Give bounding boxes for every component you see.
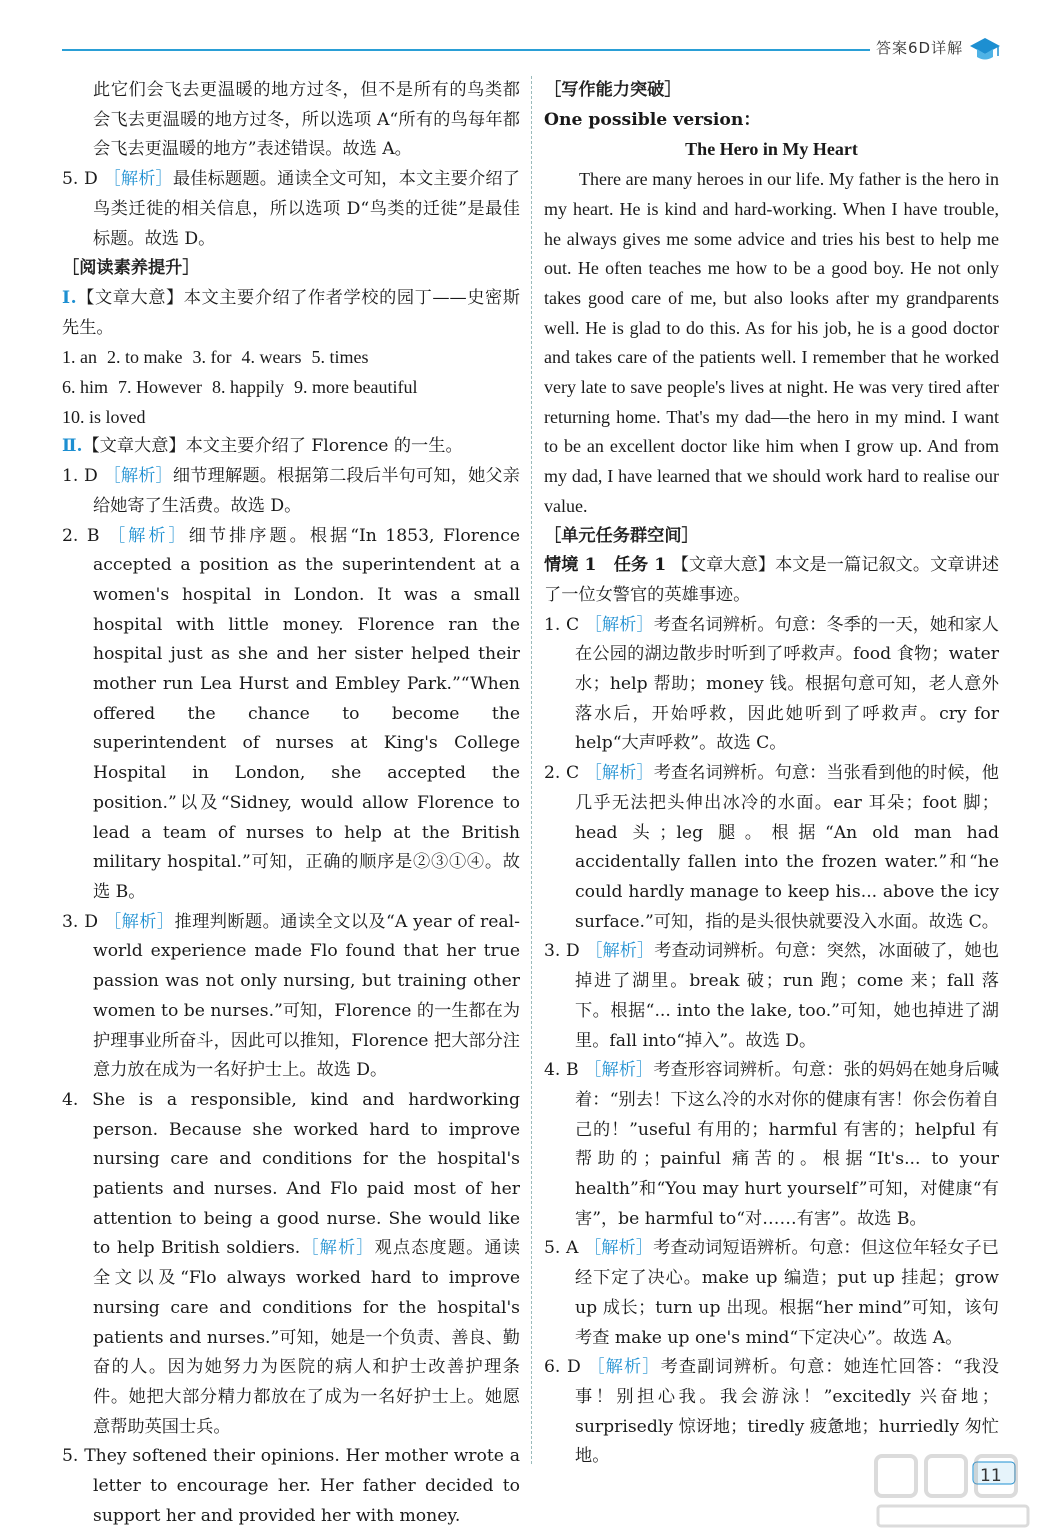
question-1 (62, 462, 520, 521)
answer-item: 4. wears (241, 347, 302, 368)
column-divider (531, 76, 532, 1464)
answer-number: 4. (62, 1089, 79, 1110)
section-heading-tasks: ［单元任务群空间］ (544, 525, 699, 546)
task-item-2 (544, 759, 999, 937)
answer-number: 2. C (544, 763, 580, 784)
essay-body: There are many heroes in our life. My father is the hero in my heart. He is kind and hard-working. When I have trouble, he always gives me some advice and tries his best to help me out. He often teaches me how to be a good boy. He not only takes good care of me, but also looks after my grandparents well. He is glad to do this. As for his job, he is a good doctor and takes care of the patients well. I remember that he worked very late to save people's lives at night. He was very tired after returning home. That's my dad—the hero in my mind. I want to be an excellent doctor like him when I grow up. And from my dad, I have learned that we should work hard to realise our value. (544, 169, 999, 516)
header-label: 答案6D详解 (876, 39, 964, 57)
answer-number: 1. C (544, 614, 580, 635)
answer-number: 4. B (544, 1060, 579, 1081)
answer-number: 1. D (62, 466, 98, 487)
task-summary-text: 【文章大意】本文是一篇记叙文。文章讲述了一位女警官的英雄事迹。 (544, 555, 1000, 605)
analysis-text: 考查名词辨析。句意：当张看到他的时候，他几乎无法把头伸出冰冷的水面。ear 耳朵；foot 脚；head 头；leg 腿。根据“An old man had accidentally fallen into the frozen water.”和“he could hardly manage to keep his... above the icy surface.”可知，指的是头很快就要没入水面。故选 C。 (575, 763, 999, 932)
answer-number: 3. D (544, 941, 580, 962)
analysis-tag: ［解析］ (300, 1238, 375, 1259)
task-item-3 (544, 937, 999, 1056)
analysis-tag: ［解析］ (584, 614, 654, 635)
analysis-tag: ［解析］ (585, 941, 655, 962)
section-heading-writing: ［写作能力突破］ (544, 80, 682, 100)
answer-row (62, 343, 520, 373)
answer-row (62, 373, 520, 403)
analysis-tag: ［解析］ (107, 525, 189, 546)
answer-text: They softened their opinions. Her mother wrote a letter to encourage her. Her father decided to support her and provided her with money. (84, 1446, 520, 1526)
analysis-text: 最佳标题题。通读全文可知，本文主要介绍了鸟类迁徙的相关信息，所以选项 D“鸟类的迁徙”是最佳标题。故选 D。 (93, 169, 520, 249)
answer-item: 10. is loved (62, 406, 146, 427)
analysis-tag: ［解析］ (584, 763, 654, 784)
answer-number: 3. D (62, 911, 99, 932)
analysis-text: 考查动词辨析。句意：突然，冰面破了，她也掉进了湖里。break 破；run 跑；come 来；fall 落下。根据“... into the lake, too.”可知，她也掉进了湖里。fall into“掉入”。故选 D。 (575, 941, 999, 1051)
task-item-5 (544, 1234, 999, 1353)
analysis-text: 考查副词辨析。句意：她连忙回答：“我没事！别担心我。我会游泳！”excitedly 兴奋地；surprisedly 惊讶地；tiredly 疲惫地；hurriedly 匆忙地。 (575, 1357, 999, 1467)
task-item-4 (544, 1056, 999, 1234)
analysis-tag: ［解析］ (584, 1060, 654, 1081)
analysis-tag: ［解析］ (583, 1238, 654, 1259)
page-number: 11 (980, 1466, 1002, 1486)
section-heading-reading: ［阅读素养提升］ (62, 258, 200, 279)
essay-title: The Hero in My Heart (685, 139, 858, 160)
analysis-text: 推理判断题。通读全文以及“A year of real-world experience made Flo found that her true passion was not only nursing, but training other women to be nurses.”可知，Florence 的一生都在为护理事业所奋斗，因此可以推知，Florence 把大部分注意力放在成为一名好护士上。故选 D。 (93, 911, 521, 1081)
right-column (544, 76, 999, 1472)
answer-item: 3. for (192, 347, 232, 368)
analysis-tag: ［解析］ (104, 911, 175, 932)
answer-item: 8. happily (212, 377, 284, 398)
graduation-cap-icon (968, 34, 1002, 64)
answer-number: 5. D (62, 169, 98, 190)
header-rule (62, 49, 870, 51)
answer-item: 1. an (62, 347, 97, 368)
analysis-text: 考查动词短语辨析。句意：但这位年轻女子已经下定了决心。make up 编造；put up 挂起；grow up 成长；turn up 出现。根据“her mind”可知，该句考查 make up one's mind“下定决心”。故选 A。 (575, 1238, 999, 1348)
version-label: One possible version： (544, 109, 761, 130)
roman-numeral-I: Ⅰ. (62, 287, 77, 308)
analysis-tag: ［解析］ (103, 466, 173, 487)
answer-number: 5. A (544, 1238, 579, 1259)
left-column (62, 76, 520, 1531)
question-3 (62, 908, 520, 1086)
answer-text: She is a responsible, kind and hardworking person. Because she worked hard to improve nursing care and conditions for the hospital's patients and nurses. And Flo paid most of her attention to being a good nurse. She would like to help British soldiers. (92, 1089, 520, 1259)
answer-item: 6. him (62, 377, 109, 398)
answer-item: 2. to make (107, 347, 183, 368)
passage-I-summary (62, 284, 520, 343)
analysis-text: 观点态度题。通读全文以及“Flo always worked hard to improve nursing care and conditions for the hospital's patients and nurses.”可知，她是一个负责、善良、勤奋的人。因为她努力为医院的病人和护士改善护理条件。她把大部分精力都放在了成为一名好护士上。她愿意帮助英国士兵。 (93, 1238, 520, 1437)
answer-item: 5. times (311, 347, 369, 368)
question-2 (62, 522, 520, 908)
answer-item: 9. more beautiful (294, 377, 418, 398)
answer-number: 6. D (544, 1357, 581, 1378)
roman-numeral-II: Ⅱ. (62, 436, 83, 457)
answer-row (62, 403, 520, 433)
analysis-tag: ［解析］ (587, 1357, 661, 1378)
question-5 (62, 165, 520, 254)
watermark-logo-icon (868, 1448, 1043, 1533)
task-summary (544, 551, 999, 610)
analysis-text: 细节理解题。根据第二段后半句可知，她父亲给她寄了生活费。故选 D。 (93, 466, 520, 516)
summary-text: 【文章大意】本文主要介绍了 Florence 的一生。 (82, 436, 463, 457)
question-4 (62, 1086, 520, 1442)
answer-number: 2. B (62, 525, 100, 546)
answer-item: 7. However (118, 377, 202, 398)
analysis-text: 考查形容词辨析。句意：张的妈妈在她身后喊着：“别去！下这么冷的水对你的健康有害！你会伤着自己的！”useful 有用的；harmful 有害的；helpful 有帮助的；painful 痛苦的。根据“It's... to your health”和“You may hurt yourself”可知，对健康“有害”，be harmful to“对……有害”。故选 B。 (575, 1060, 999, 1229)
question-5-answer (62, 1442, 520, 1531)
analysis-text: 考查名词辨析。句意：冬季的一天，她和家人在公园的湖边散步时听到了呼救声。food 食物；water 水；help 帮助；money 钱。根据句意可知，老人意外落水后，开始呼救，因此她听到了呼救声。cry for help“大声呼救”。故选 C。 (575, 614, 999, 754)
task-item-1 (544, 611, 999, 760)
task-label: 情境 1 任务 1 (544, 555, 667, 576)
analysis-tag: ［解析］ (103, 169, 173, 190)
passage-II-summary (62, 432, 520, 462)
analysis-text: 细节排序题。根据“In 1853, Florence accepted a position as the superintendent at a women's hospital in London. It was a small hospital with little money. Florence ran the hospital just as she and her sister helped their mother run Lea Hurst and Embley Park.”“When offered the chance to become the superintendent of nurses at King's College Hospital in London, she accepted the position.”以及“Sidney, would allow Florence to lead a team of nurses to help at the British military hospital.”可知，正确的顺序是②③①④。故选 B。 (93, 525, 520, 902)
summary-text: 【文章大意】本文主要介绍了作者学校的园丁——史密斯先生。 (62, 287, 520, 338)
answer-number: 5. (62, 1446, 79, 1467)
carryover-paragraph: 此它们会飞去更温暖的地方过冬，但不是所有的鸟类都会飞去更温暖的地方过冬，所以选项 A“所有的鸟每年都会飞去更温暖的地方”表述错误。故选 A。 (93, 80, 520, 160)
